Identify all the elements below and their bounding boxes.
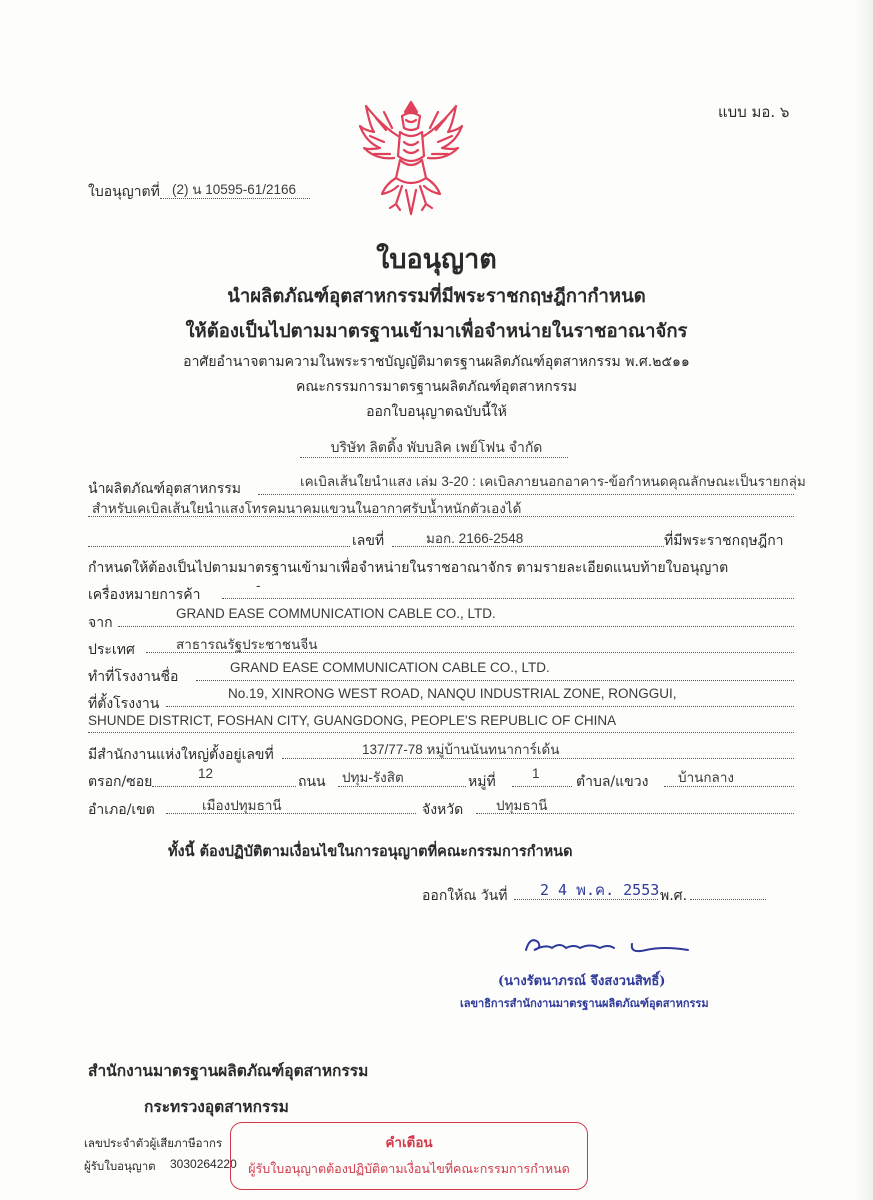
form-code: แบบ มอ. ๖ [718,103,790,121]
issued-label: ออกให้ณ วันที่ [422,888,508,904]
country-value: สาธารณรัฐประชาชนจีน [176,637,318,652]
document-title: ใบอนุญาต [376,244,497,275]
warning-title: คำเตือน [385,1135,433,1151]
amphoe-label: อำเภอ/เขต [88,802,155,818]
std-no-label: เลขที่ [352,533,385,549]
location-label: ที่ตั้งโรงงาน [88,696,160,712]
road-value: ปทุม-รังสิต [342,770,404,785]
taxid-label-2: ผู้รับใบอนุญาต [84,1159,156,1173]
license-no-value: (2) น 10595-61/2166 [172,182,297,197]
decree-label: ที่มีพระราชกฤษฎีกา [664,533,784,549]
era-label: พ.ศ. [660,888,688,904]
moo-value: 1 [532,766,540,781]
product-label: นำผลิตภัณฑ์อุตสาหกรรม [88,481,242,497]
signer-title: เลขาธิการสำนักงานมาตรฐานผลิตภัณฑ์อุตสาหกรรม [460,997,709,1010]
soi-label: ตรอก/ซอย [88,774,153,790]
province-value: ปทุมธานี [496,798,548,813]
country-label: ประเทศ [88,642,135,658]
location-line-2: SHUNDE DISTRICT, FOSHAN CITY, GUANGDONG, PEOPLE'S REPUBLIC OF CHINA [88,713,617,728]
hq-label: มีสำนักงานแห่งใหญ่ตั้งอยู่เลขที่ [88,747,274,763]
issued-date-stamp: 2 4 พ.ค. 2553 [540,881,660,899]
factory-value: GRAND EASE COMMUNICATION CABLE CO., LTD. [230,660,550,675]
paper-edge-shadow [853,0,873,1200]
taxid-label-1: เลขประจำตัวผู้เสียภาษีอากร [84,1136,223,1150]
condition-text: ทั้งนี้ ต้องปฏิบัติตามเงื่อนไขในการอนุญาตที่คณะกรรมการกำหนด [168,843,573,860]
from-value: GRAND EASE COMMUNICATION CABLE CO., LTD. [176,606,496,621]
licensee-name: บริษัท ลิตดิ้ง พับบลิค เพย์โฟน จำกัด [330,439,543,455]
amphoe-value: เมืองปทุมธานี [202,798,282,813]
taxid-value: 3030264220 [170,1157,237,1171]
std-no-value: มอก. 2166-2548 [426,531,524,546]
garuda-emblem-icon [356,96,466,220]
license-no-label: ใบอนุญาตที่ [88,184,160,200]
from-label: จาก [88,615,113,631]
tambon-label: ตำบล/แขวง [576,774,649,790]
location-line-1: No.19, XINRONG WEST ROAD, NANQU INDUSTRIAL ZONE, RONGGUI, [228,686,677,701]
province-label: จังหวัด [422,802,464,818]
factory-label: ทำที่โรงงานชื่อ [88,669,179,685]
trademark-label: เครื่องหมายการค้า [88,587,201,603]
authority-line-1: อาศัยอำนาจตามความในพระราชบัญญัติมาตรฐานผลิตภัณฑ์อุตสาหกรรม พ.ศ.๒๕๑๑ [183,354,690,370]
warning-text: ผู้รับใบอนุญาตต้องปฏิบัติตามเงื่อนไขที่คณะกรรมการกำหนด [248,1161,570,1176]
authority-line-3: ออกใบอนุญาตฉบับนี้ให้ [366,404,507,420]
decree-line-2: กำหนดให้ต้องเป็นไปตามมาตรฐานเข้ามาเพื่อจำหน่ายในราชอาณาจักร ตามรายละเอียดแนบท้ายใบอนุญาต [88,560,729,576]
moo-label: หมู่ที่ [468,774,496,790]
document-subtitle-1: นำผลิตภัณฑ์อุตสาหกรรมที่มีพระราชกฤษฎีกากำหนด [227,286,646,307]
hq-value: 137/77-78 หมู่บ้านนันทนาการ์เด้น [362,742,560,757]
ministry-name: กระทรวงอุตสาหกรรม [144,1097,289,1116]
warning-box [230,1122,588,1190]
office-name: สำนักงานมาตรฐานผลิตภัณฑ์อุตสาหกรรม [88,1061,369,1080]
signer-name: (นางรัตนาภรณ์ จึงสงวนสิทธิ์) [498,974,666,989]
tambon-value: บ้านกลาง [678,770,734,785]
trademark-value: - [256,578,261,593]
product-line-2: สำหรับเคเบิลเส้นใยนำแสงโทรคมนาคมแขวนในอากาศรับน้ำหนักตัวเองได้ [92,501,522,516]
product-line-1: เคเบิลเส้นใยนำแสง เล่ม 3-20 : เคเบิลภายนอกอาคาร-ข้อกำหนดคุณลักษณะเป็นรายกลุ่ม [300,474,806,489]
signature-icon [520,928,700,968]
authority-line-2: คณะกรรมการมาตรฐานผลิตภัณฑ์อุตสาหกรรม [296,379,577,395]
document-subtitle-2: ให้ต้องเป็นไปตามมาตรฐานเข้ามาเพื่อจำหน่ายในราชอาณาจักร [185,321,688,342]
road-label: ถนน [298,774,326,790]
soi-value: 12 [198,766,214,781]
